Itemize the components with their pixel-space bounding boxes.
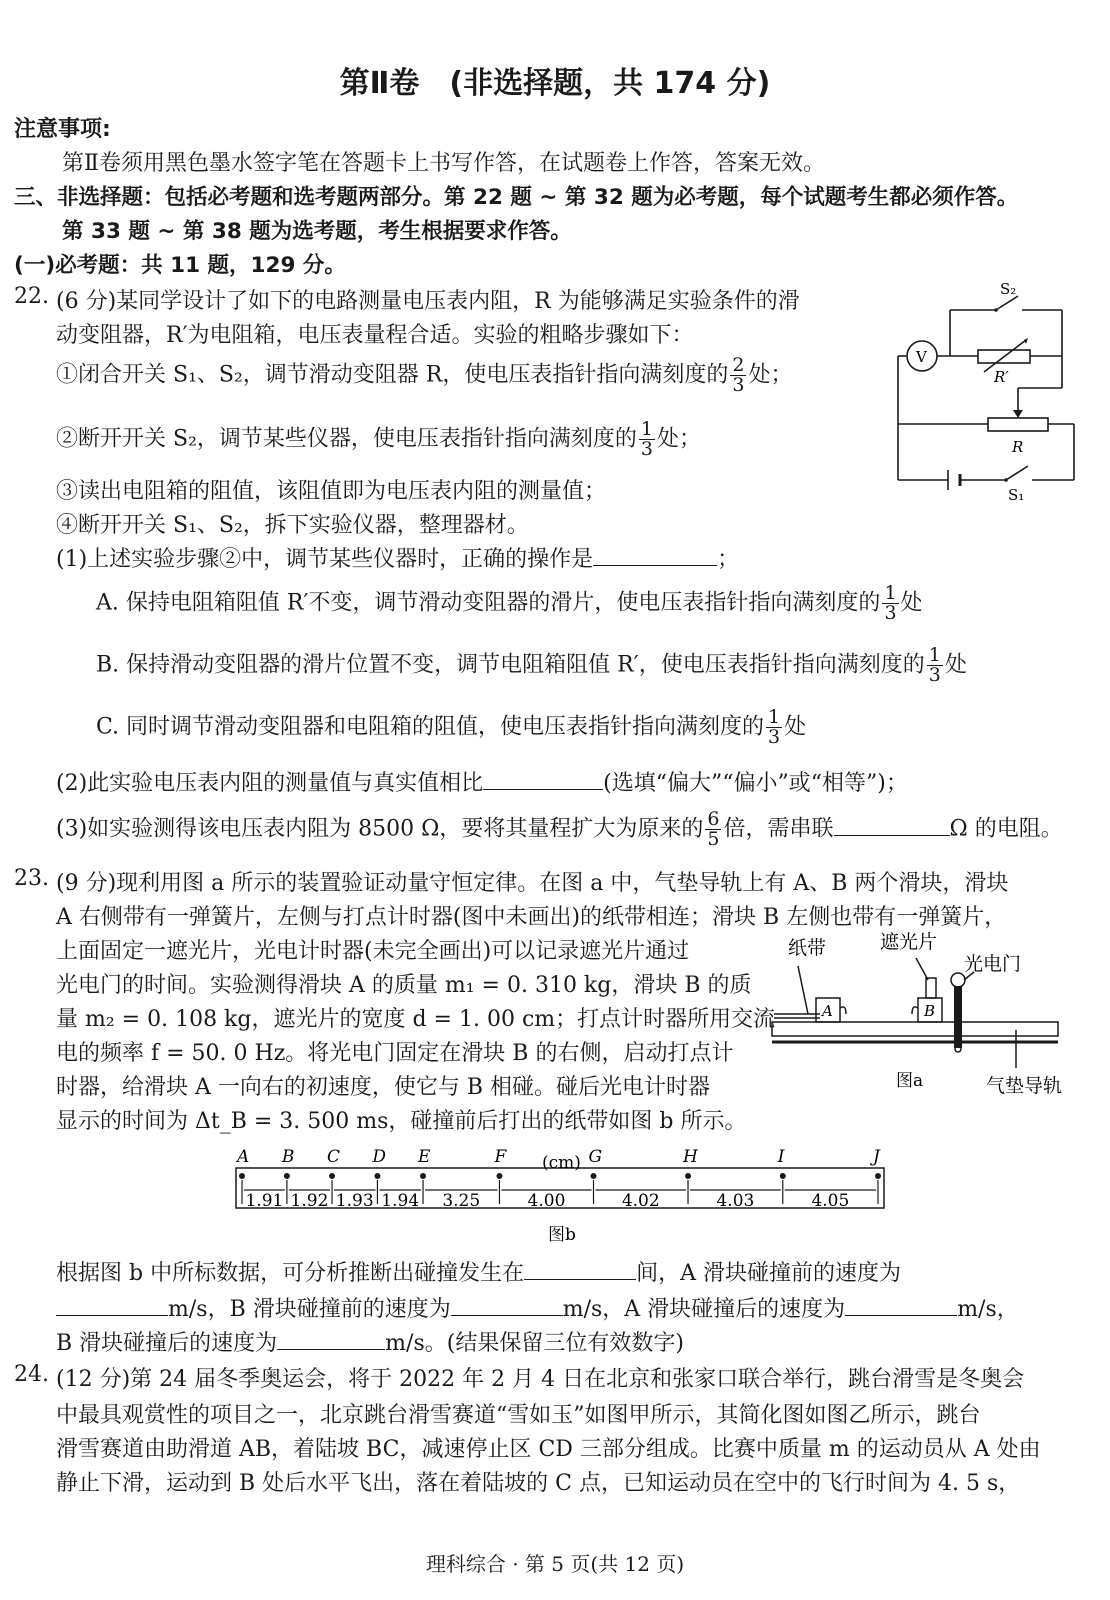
fraction-1-3: $\frac{1}{3}$ bbox=[768, 706, 781, 748]
answer-blank[interactable] bbox=[451, 1295, 563, 1316]
tape-dot-C bbox=[329, 1173, 335, 1179]
label-s2: S₂ bbox=[1000, 280, 1017, 298]
option-a-text: A. 保持电阻箱阻值 R′不变，调节滑动变阻器的滑片，使电压表指针指向满刻度的 bbox=[96, 590, 881, 616]
tape-gap-label: 1.92 bbox=[290, 1191, 329, 1211]
notice-label: 注意事项: bbox=[14, 117, 111, 142]
tape-point-label-J: J bbox=[873, 1147, 880, 1167]
q24-number: 24. bbox=[14, 1362, 49, 1387]
q22-sub3 bbox=[56, 810, 1063, 849]
tape-gap-label: 3.25 bbox=[442, 1191, 481, 1211]
answer-blank[interactable] bbox=[56, 1295, 168, 1316]
required-heading: (一)必考题：共 11 题，129 分。 bbox=[14, 253, 346, 278]
q23-line7: 时器，给滑块 A 一向右的初速度，使它与 B 相碰。碰后光电计时器 bbox=[56, 1075, 711, 1100]
q23-answer-line1 bbox=[56, 1256, 901, 1287]
tape-point-label-I: I bbox=[777, 1147, 785, 1167]
notice-text: 第Ⅱ卷须用黑色墨水签字笔在答题卡上书写作答，在试题卷上作答，答案无效。 bbox=[62, 151, 825, 176]
label-r-prime: R′ bbox=[994, 368, 1009, 386]
tape-gap-label: 4.05 bbox=[811, 1191, 850, 1211]
sub3-text: (3)如实验测得该电压表内阻为 8500 Ω，要将其量程扩大为原来的 bbox=[56, 816, 704, 842]
q22-sub1 bbox=[56, 542, 739, 573]
tape-gap-label: 1.93 bbox=[335, 1191, 374, 1211]
tape-dot-J bbox=[875, 1173, 881, 1179]
tape-dot-H bbox=[685, 1173, 691, 1179]
ans2-a: m/s，B 滑块碰撞前的速度为 bbox=[168, 1297, 451, 1322]
figure-a-apparatus bbox=[768, 928, 1076, 1096]
tape-gap-label: 4.00 bbox=[527, 1191, 566, 1211]
tape-point-label-G: G bbox=[588, 1147, 603, 1167]
answer-blank[interactable] bbox=[593, 545, 717, 566]
q22-sub2 bbox=[56, 766, 908, 797]
option-b-end: 处 bbox=[944, 652, 967, 678]
tape-dot-E bbox=[420, 1173, 426, 1179]
fraction-1-3: $\frac{1}{3}$ bbox=[928, 644, 941, 686]
tape-point-label-F: F bbox=[494, 1147, 507, 1167]
sub2-text: (2)此实验电压表内阻的测量值与真实值相比 bbox=[56, 771, 484, 796]
answer-blank[interactable] bbox=[845, 1295, 957, 1316]
fraction-6-5: $\frac{6}{5}$ bbox=[707, 808, 720, 850]
tape-dot-B bbox=[284, 1173, 290, 1179]
step2-end: 处； bbox=[656, 426, 701, 452]
q23-answer-line2 bbox=[56, 1292, 1019, 1323]
q22-number: 22. bbox=[14, 284, 49, 309]
q23-number: 23. bbox=[14, 866, 49, 891]
q23-line3: 上面固定一遮光片，光电计时器(未完全画出)可以记录遮光片通过 bbox=[56, 939, 690, 964]
q23-line4: 光电门的时间。实验测得滑块 A 的质量 m₁ = 0. 310 kg，滑块 B 的质 bbox=[56, 973, 752, 998]
tape-point-label-C: C bbox=[327, 1147, 341, 1167]
q23-line6: 电的频率 f = 50. 0 Hz。将光电门固定在滑块 B 的右侧，启动打点计 bbox=[56, 1041, 734, 1066]
label-shade: 遮光片 bbox=[880, 931, 938, 953]
figure-a-caption: 图a bbox=[896, 1071, 924, 1091]
q23-line1: (9 分)现利用图 a 所示的装置验证动量守恒定律。在图 a 中，气垫导轨上有 A、B 两个滑块，滑块 bbox=[56, 871, 1009, 896]
answer-blank[interactable] bbox=[277, 1329, 385, 1350]
ans1-text: 根据图 b 中所标数据，可分析推断出碰撞发生在 bbox=[56, 1261, 525, 1286]
tape-gap-label: 1.91 bbox=[245, 1191, 284, 1211]
step2-text: ②断开开关 S₂，调节某些仪器，使电压表指针指向满刻度的 bbox=[56, 426, 637, 452]
tape-point-label-A: A bbox=[237, 1147, 250, 1167]
figure-b-tape bbox=[232, 1140, 892, 1250]
label-paper-tape: 纸带 bbox=[788, 937, 827, 959]
tape-gap-label: 1.94 bbox=[381, 1191, 420, 1211]
q24-line1: (12 分)第 24 届冬季奥运会，将于 2022 年 2 月 4 日在北京和张家口联合举行，跳台滑雪是冬奥会 bbox=[56, 1367, 1025, 1392]
q22-line2: 动变阻器，R′为电阻箱，电压表量程合适。实验的粗略步骤如下： bbox=[56, 323, 694, 348]
answer-blank[interactable] bbox=[834, 815, 950, 836]
tape-unit: (cm) bbox=[542, 1153, 581, 1173]
q22-option-a bbox=[96, 584, 923, 623]
tape-dot-A bbox=[239, 1173, 245, 1179]
voltmeter-label: V bbox=[916, 348, 927, 366]
ans3-text: B 滑块碰撞后的速度为 bbox=[56, 1331, 278, 1356]
fraction-1-3: $\frac{1}{3}$ bbox=[640, 418, 653, 460]
ans1-mid: 间，A 滑块碰撞前的速度为 bbox=[636, 1261, 901, 1286]
tape-gap-label: 4.02 bbox=[621, 1191, 660, 1211]
tape-point-label-D: D bbox=[372, 1147, 387, 1167]
page-footer: 理科综合 · 第 5 页(共 12 页) bbox=[425, 1552, 685, 1576]
tape-point-label-H: H bbox=[683, 1147, 698, 1167]
q23-line5: 量 m₂ = 0. 108 kg，遮光片的宽度 d = 1. 00 cm；打点计时器所用交流 bbox=[56, 1007, 776, 1032]
answer-blank[interactable] bbox=[483, 769, 603, 790]
option-b-text: B. 保持滑动变阻器的滑片位置不变，调节电阻箱阻值 R′，使电压表指针指向满刻度的 bbox=[96, 652, 925, 678]
q23-answer-line3 bbox=[56, 1326, 684, 1357]
q22-step4: ④断开开关 S₁、S₂，拆下实验仪器，整理器材。 bbox=[56, 513, 529, 538]
sub2-end: (选填“偏大”“偏小”或“相等”)； bbox=[603, 771, 908, 796]
q22-option-b bbox=[96, 646, 967, 685]
tape-gap-label: 4.03 bbox=[716, 1191, 755, 1211]
ans2-c: m/s， bbox=[957, 1297, 1019, 1322]
photogate-post bbox=[954, 986, 962, 1048]
sub1-text: (1)上述实验步骤②中，调节某些仪器时，正确的操作是 bbox=[56, 547, 594, 572]
q22-option-c bbox=[96, 708, 806, 747]
q23-line2: A 右侧带有一弹簧片，左侧与打点计时器(图中未画出)的纸带相连；滑块 B 左侧也带有一弹簧片， bbox=[56, 905, 1007, 930]
section-heading: 三、非选择题：包括必考题和选考题两部分。第 22 题 ~ 第 32 题为必考题，每个试题考生都必须作答。 bbox=[14, 185, 1019, 210]
tape-point-label-B: B bbox=[281, 1147, 295, 1167]
switch-node bbox=[1004, 478, 1008, 482]
tape-dot-G bbox=[591, 1173, 597, 1179]
q24-line3: 滑雪赛道由助滑道 AB，着陆坡 BC，减速停止区 CD 三部分组成。比赛中质量 m 的运动员从 A 处由 bbox=[56, 1437, 1041, 1462]
step1-end: 处； bbox=[748, 362, 793, 388]
page-title: 第Ⅱ卷 (非选择题，共 174 分) bbox=[339, 66, 771, 101]
q23-line8: 显示的时间为 Δt_B = 3. 500 ms，碰撞前后打出的纸带如图 b 所示。 bbox=[56, 1109, 747, 1134]
step1-text: ①闭合开关 S₁、S₂，调节滑动变阻器 R，使电压表指针指向满刻度的 bbox=[56, 362, 729, 388]
slider-a-label: A bbox=[822, 1002, 833, 1020]
ans2-b: m/s，A 滑块碰撞后的速度为 bbox=[562, 1297, 846, 1322]
section-heading-2: 第 33 题 ~ 第 38 题为选考题，考生根据要求作答。 bbox=[62, 219, 572, 244]
q24-line4: 静止下滑，运动到 B 处后水平飞出，落在着陆坡的 C 点，已知运动员在空中的飞行时间为 4. 5 s， bbox=[56, 1471, 1021, 1496]
answer-blank[interactable] bbox=[524, 1259, 636, 1280]
ans3-end: m/s。(结果保留三位有效数字) bbox=[385, 1331, 684, 1356]
q22-line1: (6 分)某同学设计了如下的电路测量电压表内阻，R 为能够满足实验条件的滑 bbox=[56, 289, 800, 314]
q22-step2 bbox=[56, 420, 701, 459]
tape-dot-I bbox=[780, 1173, 786, 1179]
circuit-diagram bbox=[888, 274, 1084, 510]
tape-point-label-E: E bbox=[418, 1147, 431, 1167]
sub1-end: ； bbox=[717, 547, 740, 572]
figure-b-caption: 图b bbox=[548, 1225, 576, 1245]
label-photogate: 光电门 bbox=[964, 953, 1022, 975]
fraction-1-3: $\frac{1}{3}$ bbox=[884, 582, 897, 624]
tape-dot-F bbox=[496, 1173, 502, 1179]
label-r: R bbox=[1012, 438, 1024, 456]
arrow-icon bbox=[1024, 338, 1028, 344]
option-c-text: C. 同时调节滑动变阻器和电阻箱的阻值，使电压表指针指向满刻度的 bbox=[96, 714, 765, 740]
q24-line2: 中最具观赏性的项目之一，北京跳台滑雪赛道“雪如玉”如图甲所示，其简化图如图乙所示，跳台 bbox=[56, 1403, 981, 1428]
option-a-end: 处 bbox=[900, 590, 923, 616]
label-air-track: 气垫导轨 bbox=[986, 1075, 1063, 1096]
slider-b-label: B bbox=[924, 1002, 936, 1020]
q22-step3: ③读出电阻箱的阻值，该阻值即为电压表内阻的测量值； bbox=[56, 479, 607, 504]
q22-step1 bbox=[56, 356, 792, 395]
label-s1: S₁ bbox=[1008, 486, 1025, 504]
sub3-mid: 倍，需串联 bbox=[723, 816, 834, 842]
switch-node bbox=[994, 308, 998, 312]
tape-dot-D bbox=[374, 1173, 380, 1179]
option-c-end: 处 bbox=[784, 714, 807, 740]
sub3-end: Ω 的电阻。 bbox=[949, 816, 1063, 842]
fraction-2-3: $\frac{2}{3}$ bbox=[732, 354, 745, 396]
arrow-icon bbox=[1013, 410, 1023, 418]
